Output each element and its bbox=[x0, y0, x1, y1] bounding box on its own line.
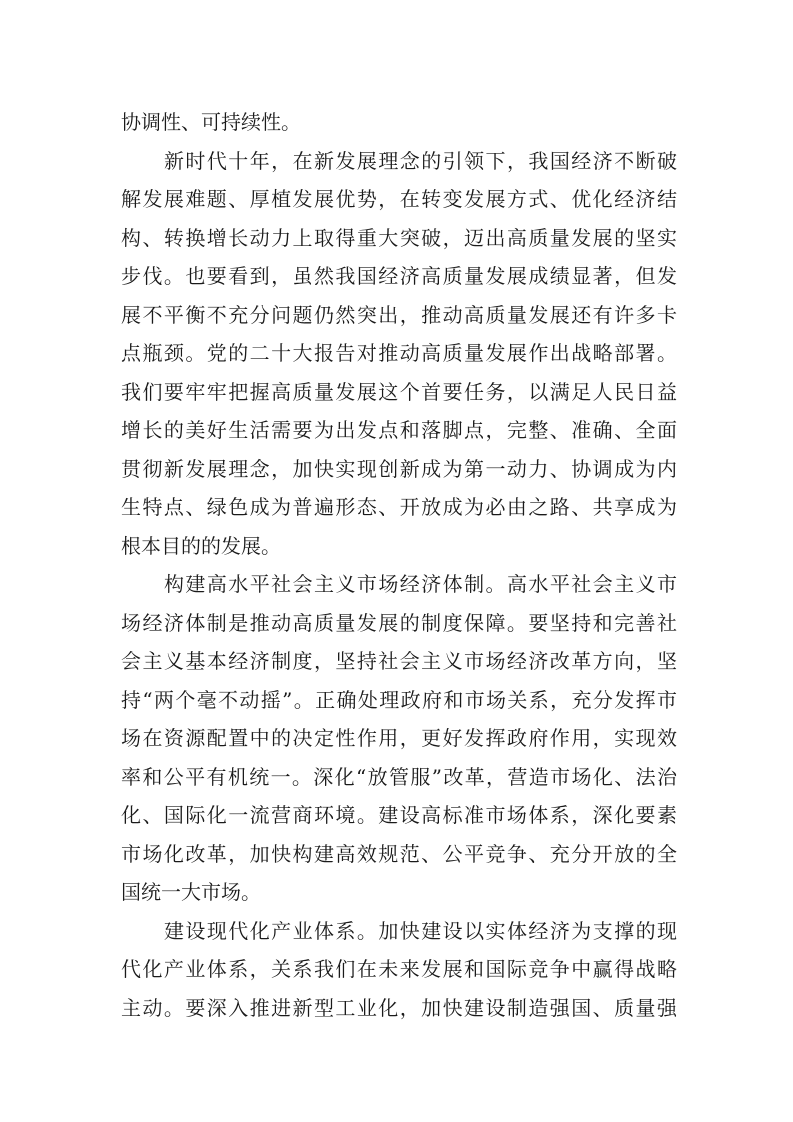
text-line: 主动。要深入推进新型工业化，加快建设制造强国、质量强 bbox=[121, 995, 677, 1020]
text-line: 点瓶颈。党的二十大报告对推动高质量发展作出战略部署。 bbox=[121, 341, 677, 365]
text-line: 场经济体制是推动高质量发展的制度保障。要坚持和完善社 bbox=[121, 610, 677, 635]
text-line: 步伐。也要看到，虽然我国经济高质量发展成绩显著，但发 bbox=[121, 264, 677, 288]
text-line: 市场化改革，加快构建高效规范、公平竞争、充分开放的全 bbox=[121, 841, 677, 866]
text-line: 增长的美好生活需要为出发点和落脚点，完整、准确、全面 bbox=[121, 418, 677, 442]
text-line: 国统一大市场。 bbox=[121, 880, 261, 904]
text-line: 建设现代化产业体系。加快建设以实体经济为支撑的现 bbox=[164, 918, 677, 943]
text-line: 构、转换增长动力上取得重大突破，迈出高质量发展的坚实 bbox=[121, 225, 677, 250]
text-line: 会主义基本经济制度，坚持社会主义市场经济改革方向，坚 bbox=[121, 649, 677, 673]
text-line: 根本目的的发展。 bbox=[121, 533, 281, 558]
text-line: 解发展难题、厚植发展优势，在转变发展方式、优化经济结 bbox=[121, 187, 677, 211]
text-line: 新时代十年，在新发展理念的引领下，我国经济不断破 bbox=[164, 148, 677, 173]
text-line: 我们要牢牢把握高质量发展这个首要任务，以满足人民日益 bbox=[121, 379, 677, 404]
text-line: 代化产业体系，关系我们在未来发展和国际竞争中赢得战略 bbox=[121, 957, 677, 981]
text-line: 协调性、可持续性。 bbox=[121, 110, 301, 134]
text-line: 构建高水平社会主义市场经济体制。高水平社会主义市 bbox=[164, 572, 677, 596]
text-line: 生特点、绿色成为普遍形态、开放成为必由之路、共享成为 bbox=[121, 495, 677, 519]
text-line: 持“两个毫不动摇”。正确处理政府和市场关系，充分发挥市 bbox=[121, 687, 677, 712]
text-line: 展不平衡不充分问题仍然突出，推动高质量发展还有许多卡 bbox=[121, 302, 677, 327]
text-line: 场在资源配置中的决定性作用，更好发挥政府作用，实现效 bbox=[121, 726, 677, 750]
text-line: 率和公平有机统一。深化“放管服”改革，营造市场化、法治 bbox=[121, 764, 677, 789]
text-line: 化、国际化一流营商环境。建设高标准市场体系，深化要素 bbox=[121, 803, 677, 827]
text-line: 贯彻新发展理念，加快实现创新成为第一动力、协调成为内 bbox=[121, 456, 677, 481]
document-page bbox=[121, 103, 677, 1027]
